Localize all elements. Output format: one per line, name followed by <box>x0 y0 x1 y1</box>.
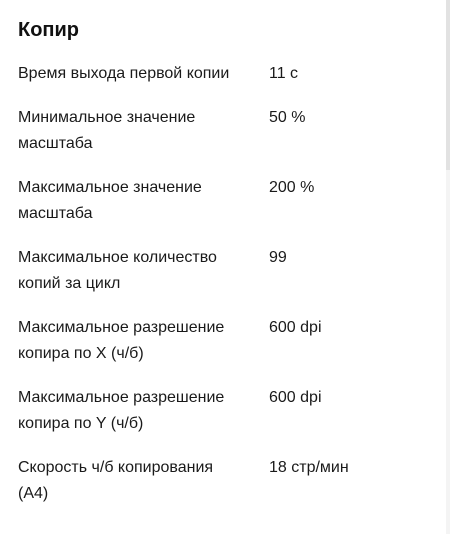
scrollbar-track[interactable] <box>446 0 450 534</box>
spec-label: Скорость ч/б копирования (A4) <box>18 459 214 502</box>
spec-value: 11 с <box>269 65 299 82</box>
spec-label: Максимальное разрешение копира по X (ч/б) <box>18 319 225 362</box>
spec-value: 50 % <box>269 109 306 126</box>
spec-label: Минимальное значение масштаба <box>18 109 196 152</box>
spec-label: Максимальное значение масштаба <box>18 179 202 222</box>
spec-label: Время выхода первой копии <box>18 65 230 82</box>
spec-label: Максимальное разрешение копира по Y (ч/б) <box>18 389 225 432</box>
spec-value: 600 dpi <box>269 389 322 406</box>
section-title: Копир <box>18 19 80 41</box>
spec-value: 18 стр/мин <box>269 459 349 476</box>
scrollbar-thumb[interactable] <box>446 0 450 170</box>
spec-value: 99 <box>269 249 287 266</box>
spec-label: Максимальное количество копий за цикл <box>18 249 217 292</box>
spec-value: 600 dpi <box>269 319 322 336</box>
spec-value: 200 % <box>269 179 315 196</box>
